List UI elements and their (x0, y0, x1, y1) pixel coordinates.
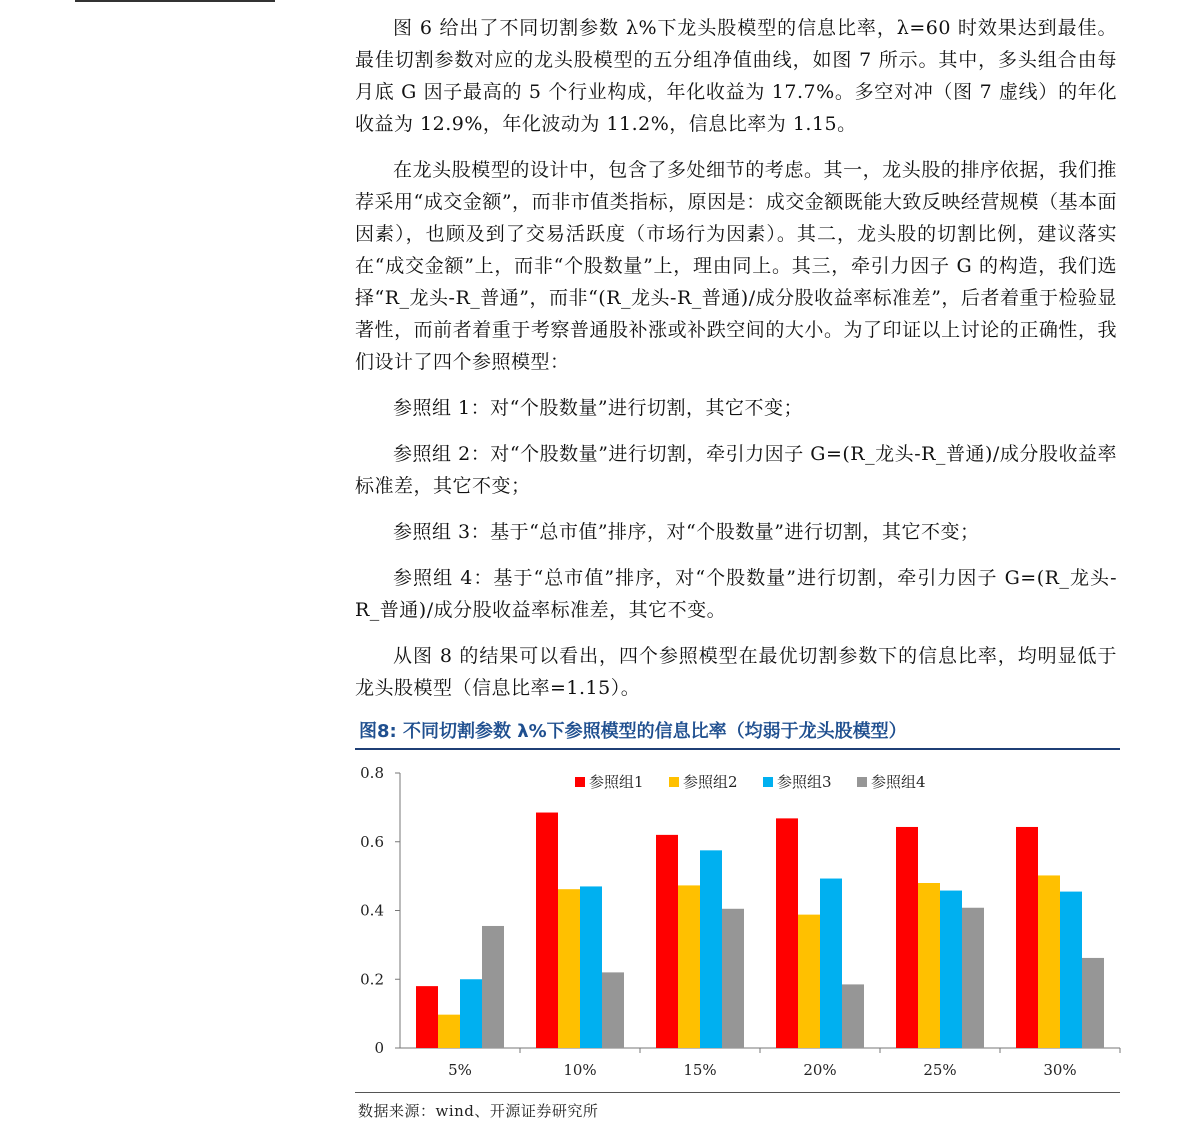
bar-参照组4-15% (722, 909, 744, 1048)
bar-参照组2-15% (678, 885, 700, 1048)
legend-swatch (763, 777, 773, 787)
bar-参照组1-10% (536, 813, 558, 1048)
x-tick-label: 5% (448, 1061, 472, 1079)
legend-label: 参照组2 (683, 773, 738, 791)
bar-chart (355, 752, 1125, 1087)
legend-label: 参照组4 (871, 773, 926, 791)
bar-参照组2-20% (798, 915, 820, 1048)
figure-source: 数据来源：wind、开源证券研究所 (358, 1102, 599, 1120)
bar-参照组4-30% (1082, 958, 1104, 1048)
bar-参照组2-10% (558, 889, 580, 1048)
bar-参照组3-5% (460, 979, 482, 1048)
header-rule (75, 0, 275, 2)
source-rule (355, 1092, 1120, 1093)
x-tick-label: 30% (1043, 1061, 1077, 1079)
legend-swatch (669, 777, 679, 787)
paragraph: 参照组 4：基于“总市值”排序，对“个股数量”进行切割，牵引力因子 G=(R_龙头-R_普通)/成分股收益率标准差，其它不变。 (355, 567, 1117, 621)
bar-参照组3-20% (820, 879, 842, 1048)
y-tick-label: 0.8 (360, 764, 384, 782)
bar-参照组4-25% (962, 908, 984, 1048)
legend-label: 参照组3 (777, 773, 832, 791)
bar-参照组2-25% (918, 883, 940, 1048)
x-tick-label: 15% (683, 1061, 717, 1079)
bar-参照组3-15% (700, 850, 722, 1048)
bar-参照组4-10% (602, 972, 624, 1048)
bar-参照组1-15% (656, 835, 678, 1048)
x-tick-label: 25% (923, 1061, 957, 1079)
paragraph: 在龙头股模型的设计中，包含了多处细节的考虑。其一，龙头股的排序依据，我们推荐采用“成交金额”，而非市值类指标，原因是：成交金额既能大致反映经营规模（基本面因素），也顾及到了交易活跃度（市场行为因素）。其二，龙头股的切割比例，建议落实在“成交金额”上，而非“个股数量”上，理由同上。其三，牵引力因子 G 的构造，我们选择“R_龙头-R_普通”，而非“(R_龙头-R_普通)/成分股收益率标准差”，后者着重于检验显著性，而前者着重于考察普通股补涨或补跌空间的大小。为了印证以上讨论的正确性，我们设计了四个参照模型： (355, 159, 1117, 373)
x-tick-label: 20% (803, 1061, 837, 1079)
legend-label: 参照组1 (589, 773, 644, 791)
bar-参照组2-30% (1038, 875, 1060, 1048)
paragraph: 图 6 给出了不同切割参数 λ%下龙头股模型的信息比率，λ=60 时效果达到最佳。最佳切割参数对应的龙头股模型的五分组净值曲线，如图 7 所示。其中，多头组合由每月底 G 因子最高的 5 个行业构成，年化收益为 17.7%。多空对冲（图 7 虚线）的年化收益为 12.9%，年化波动为 11.2%，信息比率为 1.15。 (355, 17, 1117, 135)
body-text (355, 12, 1117, 704)
bar-参照组1-25% (896, 827, 918, 1048)
bar-参照组1-5% (416, 986, 438, 1048)
bar-参照组3-30% (1060, 892, 1082, 1048)
y-tick-label: 0 (374, 1039, 384, 1057)
legend-swatch (575, 777, 585, 787)
legend-swatch (857, 777, 867, 787)
paragraph: 参照组 2：对“个股数量”进行切割，牵引力因子 G=(R_龙头-R_普通)/成分股收益率标准差，其它不变； (355, 443, 1117, 497)
bar-参照组4-20% (842, 984, 864, 1048)
bar-参照组1-30% (1016, 827, 1038, 1048)
y-tick-label: 0.4 (360, 901, 384, 920)
bar-参照组1-20% (776, 818, 798, 1048)
paragraph: 参照组 3：基于“总市值”排序，对“个股数量”进行切割，其它不变； (393, 521, 980, 543)
paragraph: 从图 8 的结果可以看出，四个参照模型在最优切割参数下的信息比率，均明显低于龙头股模型（信息比率=1.15）。 (355, 645, 1117, 699)
figure-title-text: 图8: 不同切割参数 λ%下参照模型的信息比率（均弱于龙头股模型） (359, 721, 907, 742)
figure-title (355, 718, 1120, 750)
y-tick-label: 0.2 (360, 970, 384, 989)
bar-参照组4-5% (482, 926, 504, 1048)
x-tick-label: 10% (563, 1061, 597, 1079)
bar-参照组3-25% (940, 891, 962, 1048)
y-tick-label: 0.6 (360, 832, 384, 851)
paragraph: 参照组 1：对“个股数量”进行切割，其它不变； (393, 397, 804, 419)
bar-参照组2-5% (438, 1015, 460, 1048)
bar-参照组3-10% (580, 886, 602, 1048)
